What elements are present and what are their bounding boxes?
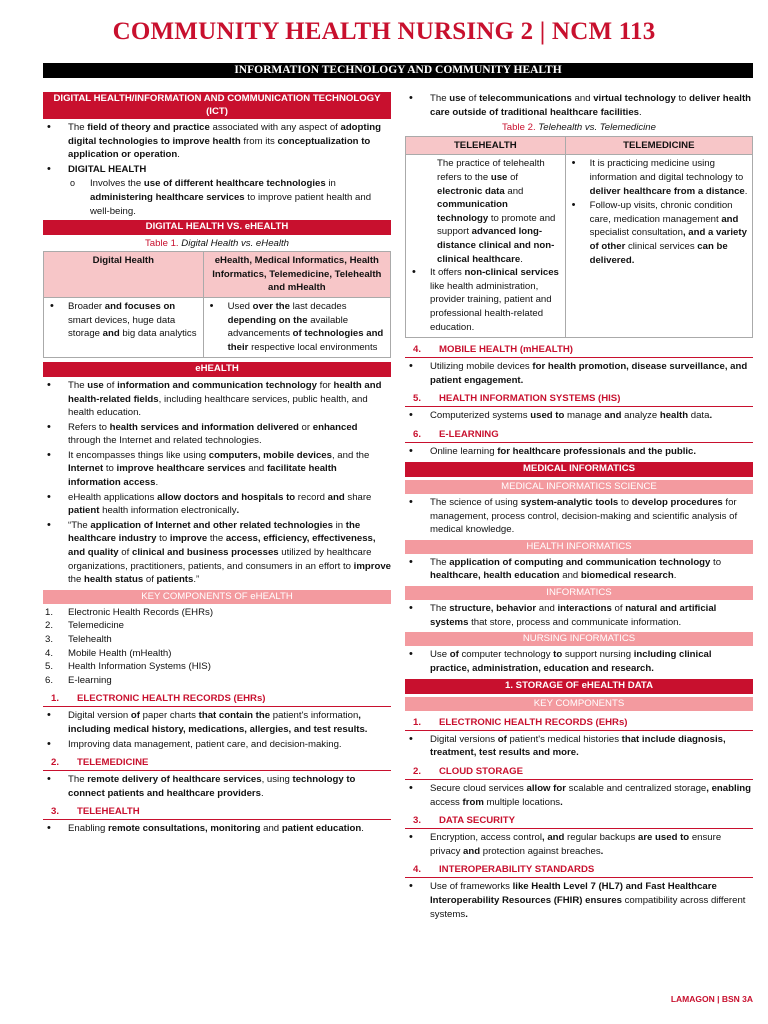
telehealth-intro-list <box>405 92 753 119</box>
list-item: 1. Electronic Health Records (EHRs) <box>45 606 214 618</box>
mhealth-list <box>405 360 753 387</box>
list-item: • Use of frameworks like Health Level 7 (HL7) and Fast Healthcare Interoperability Resources (FHIR) ensures compatibility across different systems. <box>405 880 753 921</box>
subsection-interoperability: 4. INTEROPERABILITY STANDARDS <box>405 862 753 878</box>
data-security-list <box>405 831 753 858</box>
list-item: • The structure, behavior and interactions of natural and artificial systems that store, process and communicate information. <box>405 602 753 629</box>
list-item: • Digital version of paper charts that contain the patient's information, including medical history, medications, allergies, and test results. <box>43 709 391 736</box>
table-cell <box>44 298 204 358</box>
table-header: Digital Health <box>44 252 204 298</box>
list-item: • Secure cloud services allow for scalable and centralized storage, enabling access from multiple locations. <box>405 782 753 809</box>
list-item: • Broader and focuses on smart devices, huge data storage and big data analytics <box>47 300 200 341</box>
table-cell <box>565 155 752 338</box>
section-header-storage: 1. STORAGE OF eHEALTH DATA <box>405 679 753 694</box>
list-item: • Utilizing mobile devices for health promotion, disease surveillance, and patient engagement. <box>405 360 753 387</box>
table-header: eHealth, Medical Informatics, Health Informatics, Telemedicine, Telehealth and mHealth <box>203 252 390 298</box>
cloud-storage-list <box>405 782 753 809</box>
subsection-mhealth: 4. MOBILE HEALTH (mHEALTH) <box>405 342 753 358</box>
list-item: • Digital versions of patient's medical histories that include diagnosis, treatment, test results and more. <box>405 733 753 760</box>
list-item: 2. Telemedicine <box>45 620 124 632</box>
left-column <box>43 90 391 837</box>
list-item: • Enabling remote consultations, monitoring and patient education. <box>43 822 391 836</box>
list-item: • Online learning for healthcare professionals and the public. <box>405 445 753 459</box>
ict-list <box>43 121 391 176</box>
list-item: o Involves the use of different healthcare technologies in administering healthcare services to improve patient health and well-being. <box>43 177 391 218</box>
list-item: • It encompasses things like using computers, mobile devices, and the Internet to improve healthcare services and facilitate health information access. <box>43 449 391 490</box>
list-item: • The field of theory and practice associated with any aspect of adopting digital technologies to improve health from its conceptualization to application or operation. <box>43 121 391 162</box>
list-item: • DIGITAL HEALTH <box>43 163 391 177</box>
list-item: • It is practicing medicine using information and digital technology to deliver healthcare from a distance. <box>569 157 749 198</box>
table2-caption: Table 2. Telehealth vs. Telemedicine <box>502 122 656 134</box>
subsection-cloud-storage: 2. CLOUD STORAGE <box>405 764 753 780</box>
table-header: TELEMEDICINE <box>565 136 752 155</box>
ehr-list <box>43 709 391 751</box>
list-item: 6. E-learning <box>45 674 112 686</box>
interoperability-list <box>405 880 753 921</box>
list-item: • Refers to health services and information delivered or enhanced through the Internet and related technologies. <box>43 421 391 448</box>
subsection-data-security: 3. DATA SECURITY <box>405 813 753 829</box>
section-header-key-components-2: KEY COMPONENTS <box>405 697 753 711</box>
nursing-informatics-list <box>405 648 753 675</box>
subsection-ehr-storage: 1. ELECTRONIC HEALTH RECORDS (EHRs) <box>405 715 753 731</box>
list-item: • The science of using system-analytic tools to develop procedures for management, process control, decision-making and scientific analysis of medical knowledge. <box>405 496 753 537</box>
list-item: • The use of information and communication technology for health and health-related fields, including healthcare services, public health, and health education. <box>43 379 391 420</box>
ehealth-list <box>43 379 391 587</box>
section-header-informatics: INFORMATICS <box>405 586 753 600</box>
section-header-ict: DIGITAL HEALTH/INFORMATION AND COMMUNICATION TECHNOLOGY (ICT) <box>43 92 391 119</box>
footer-author: LAMAGON | BSN 3A <box>670 994 753 1004</box>
subsection-telemedicine: 2. TELEMEDICINE <box>43 755 391 771</box>
informatics-list <box>405 602 753 629</box>
his-list <box>405 409 753 423</box>
section-header-medical-informatics: MEDICAL INFORMATICS <box>405 462 753 477</box>
list-item: • Used over the last decades depending on the available advancements of technologies and their respective local environments <box>207 300 387 354</box>
subsection-telehealth: 3. TELEHEALTH <box>43 804 391 820</box>
telehealth-list <box>43 822 391 836</box>
list-item: • Computerized systems used to manage and analyze health data. <box>405 409 753 423</box>
list-item: • It offers non-clinical services like health administration, provider training, patient and professional health-related education. <box>409 266 562 334</box>
list-item: • eHealth applications allow doctors and hospitals to record and share patient health information electronically. <box>43 491 391 518</box>
list-item: • “The application of Internet and other related technologies in the healthcare industry to improve the access, efficiency, effectiveness, and quality of clinical and business processes utilized by healthcare organizations, practitioners, patients, and consumers in an effort to improve the health status of patients.” <box>43 519 391 587</box>
elearning-list <box>405 445 753 459</box>
list-item: • Use of computer technology to support nursing including clinical practice, administration, education and research. <box>405 648 753 675</box>
list-item: • Follow-up visits, chronic condition care, medication management and specialist consultation, and a variety of other clinical services can be delivered. <box>569 199 749 267</box>
ict-sublist <box>43 177 391 218</box>
list-item: • The use of telecommunications and virtual technology to deliver health care outside of traditional healthcare facilities. <box>405 92 753 119</box>
section-header-nursing-informatics: NURSING INFORMATICS <box>405 632 753 646</box>
table-telehealth-vs-telemedicine <box>405 136 753 338</box>
subsection-ehr: 1. ELECTRONIC HEALTH RECORDS (EHRs) <box>43 691 391 707</box>
subsection-elearning: 6. E-LEARNING <box>405 427 753 443</box>
table-cell <box>203 298 390 358</box>
list-item: 5. Health Information Systems (HIS) <box>45 661 211 673</box>
table-digital-vs-ehealth <box>43 251 391 358</box>
section-header-health-informatics: HEALTH INFORMATICS <box>405 540 753 554</box>
section-header-mi-science: MEDICAL INFORMATICS SCIENCE <box>405 480 753 494</box>
section-header-key-components: KEY COMPONENTS OF eHEALTH <box>43 590 391 604</box>
ehr-storage-list <box>405 733 753 760</box>
topic-banner: INFORMATION TECHNOLOGY AND COMMUNITY HEALTH <box>43 63 753 78</box>
page-title: COMMUNITY HEALTH NURSING 2 | NCM 113 <box>112 18 656 45</box>
list-item: • The remote delivery of healthcare services, using technology to connect patients and healthcare providers. <box>43 773 391 800</box>
section-header-dh-vs-ehealth: DIGITAL HEALTH VS. eHEALTH <box>43 220 391 235</box>
key-components-list <box>43 606 391 688</box>
section-header-ehealth: eHEALTH <box>43 362 391 377</box>
list-item: • Improving data management, patient care, and decision-making. <box>43 738 391 752</box>
table-cell-text: The practice of telehealth refers to the use of electronic data and communication technology to promote and support advanced long-distance clinical and non-clinical healthcare. <box>437 158 556 265</box>
list-item: • Encryption, access control, and regular backups are used to ensure privacy and protection against breaches. <box>405 831 753 858</box>
table-cell <box>406 155 566 338</box>
health-informatics-list <box>405 556 753 583</box>
telemedicine-list <box>43 773 391 800</box>
mi-science-list <box>405 496 753 537</box>
table1-caption: Table 1. Digital Health vs. eHealth <box>145 237 289 249</box>
right-column <box>405 92 753 922</box>
subsection-his: 5. HEALTH INFORMATION SYSTEMS (HIS) <box>405 391 753 407</box>
list-item: 3. Telehealth <box>45 634 112 645</box>
list-item: 4. Mobile Health (mHealth) <box>45 647 172 659</box>
list-item: • The application of computing and communication technology to healthcare, health education and biomedical research. <box>405 556 753 583</box>
table-header: TELEHEALTH <box>406 136 566 155</box>
